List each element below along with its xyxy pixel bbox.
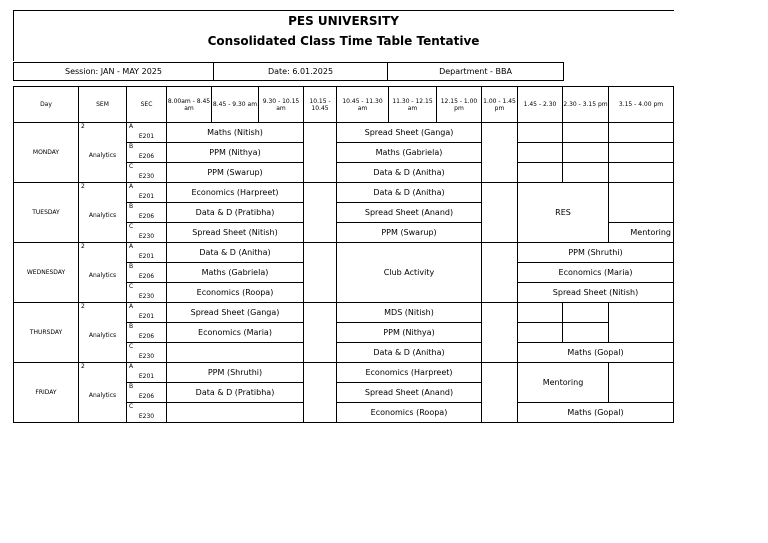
sem-cell (79, 243, 127, 303)
subject-cell: Economics (Harpreet) (337, 363, 482, 383)
subject-cell: MDS (Nitish) (337, 303, 482, 323)
sem-number: 2 (81, 303, 85, 310)
sec-cell (127, 403, 167, 423)
sec-cell (127, 243, 167, 263)
empty-cell (563, 143, 609, 163)
sem-cell (79, 363, 127, 423)
col-header: SEM (79, 87, 127, 123)
subject-cell: Spread Sheet (Ganga) (337, 123, 482, 143)
empty-cell (518, 303, 563, 323)
subject-cell: Data & D (Pratibha) (167, 203, 304, 223)
sec-cell (127, 283, 167, 303)
sec-cell (127, 223, 167, 243)
break-cell (304, 363, 337, 423)
empty-cell (609, 183, 674, 223)
lunch-cell (482, 123, 518, 183)
sec-cell (127, 203, 167, 223)
date-cell: Date: 6.01.2025 (214, 63, 388, 81)
col-header: SEC (127, 87, 167, 123)
empty-cell (609, 163, 674, 183)
subject-cell: Maths (Gabriela) (167, 263, 304, 283)
col-header: 12.15 - 1.00 pm (437, 87, 482, 123)
empty-cell (609, 363, 674, 403)
subject-cell: Spread Sheet (Nitish) (518, 283, 674, 303)
sec-room: E201 (138, 372, 155, 380)
table-row (14, 363, 674, 383)
sec-cell (127, 323, 167, 343)
day-cell: THURSDAY (14, 303, 79, 363)
sec-cell (127, 383, 167, 403)
sec-room: E201 (138, 132, 155, 140)
col-header: 2.30 - 3.15 pm (563, 87, 609, 123)
subject-cell: PPM (Nithya) (337, 323, 482, 343)
sem-label: Analytics (88, 212, 117, 219)
col-header: Day (14, 87, 79, 123)
subject-cell: Maths (Gabriela) (337, 143, 482, 163)
break-cell (304, 123, 337, 183)
subject-cell: Spread Sheet (Anand) (337, 383, 482, 403)
sec-letter: A (129, 363, 134, 370)
subject-cell: Economics (Roopa) (337, 403, 482, 423)
sec-cell (127, 363, 167, 383)
lunch-cell (482, 363, 518, 423)
subject-cell: Spread Sheet (Nitish) (167, 223, 304, 243)
col-header: 8.00am - 8.45 am (167, 87, 212, 123)
sec-letter: B (129, 263, 134, 270)
sec-cell (127, 343, 167, 363)
sec-room: E230 (138, 292, 155, 300)
sem-cell (79, 123, 127, 183)
sem-label: Analytics (88, 152, 117, 159)
sem-number: 2 (81, 363, 85, 370)
sec-room: E206 (138, 212, 155, 220)
break-cell (304, 243, 337, 303)
sec-letter: C (129, 163, 134, 170)
header-row (14, 87, 674, 123)
subject-cell: Spread Sheet (Ganga) (167, 303, 304, 323)
department-cell: Department - BBA (388, 63, 564, 81)
table-row (14, 303, 674, 323)
subject-cell: Economics (Maria) (167, 323, 304, 343)
day-cell: MONDAY (14, 123, 79, 183)
sec-room: E206 (138, 332, 155, 340)
sec-room: E206 (138, 392, 155, 400)
subject-cell: Data & D (Anitha) (337, 343, 482, 363)
sec-room: E206 (138, 272, 155, 280)
col-header: 10.15 - 10.45 (304, 87, 337, 123)
sec-room: E201 (138, 252, 155, 260)
sec-letter: A (129, 183, 134, 190)
table-row (14, 183, 674, 203)
sec-cell (127, 263, 167, 283)
sem-number: 2 (81, 243, 85, 250)
sec-room: E201 (138, 312, 155, 320)
lunch-cell (482, 303, 518, 363)
sec-cell (127, 123, 167, 143)
break-cell (304, 183, 337, 243)
sec-cell (127, 183, 167, 203)
mentoring-cell: Mentoring (518, 363, 609, 403)
col-header: 10.45 - 11.30 am (337, 87, 389, 123)
col-header: 1.00 - 1.45 pm (482, 87, 518, 123)
university-title: PES UNIVERSITY (288, 14, 399, 28)
day-cell: FRIDAY (14, 363, 79, 423)
sec-cell (127, 163, 167, 183)
empty-cell (609, 123, 674, 143)
timetable-title: Consolidated Class Time Table Tentative (207, 34, 480, 48)
table-row (14, 243, 674, 263)
res-cell: RES (518, 183, 609, 243)
break-cell (304, 303, 337, 363)
sec-room: E206 (138, 152, 155, 160)
subject-cell: Spread Sheet (Anand) (337, 203, 482, 223)
sec-cell (127, 303, 167, 323)
col-header: 11.30 - 12.15 am (389, 87, 437, 123)
session-cell: Session: JAN - MAY 2025 (14, 63, 214, 81)
sem-cell (79, 303, 127, 363)
sec-letter: C (129, 403, 134, 410)
sec-room: E230 (138, 412, 155, 420)
subject-cell: Maths (Nitish) (167, 123, 304, 143)
table-row (14, 123, 674, 143)
sec-cell (127, 143, 167, 163)
col-header: 1.45 - 2.30 (518, 87, 563, 123)
sec-letter: C (129, 283, 134, 290)
sem-cell (79, 183, 127, 243)
subject-cell: PPM (Shruthi) (167, 363, 304, 383)
col-header: 8.45 - 9.30 am (212, 87, 259, 123)
sec-letter: B (129, 383, 134, 390)
sem-number: 2 (81, 183, 85, 190)
subject-cell: Economics (Maria) (518, 263, 674, 283)
subject-cell: PPM (Swarup) (337, 223, 482, 243)
sec-letter: A (129, 123, 134, 130)
lunch-cell (482, 243, 518, 303)
empty-cell (518, 163, 563, 183)
empty-cell (609, 143, 674, 163)
empty-cell (563, 163, 609, 183)
subject-cell: Economics (Roopa) (167, 283, 304, 303)
club-activity-cell: Club Activity (337, 243, 482, 303)
day-cell: WEDNESDAY (14, 243, 79, 303)
timetable-grid (13, 86, 674, 423)
lunch-cell (482, 183, 518, 243)
subject-cell: Data & D (Anitha) (337, 183, 482, 203)
sec-room: E230 (138, 172, 155, 180)
sec-room: E201 (138, 192, 155, 200)
sec-letter: B (129, 323, 134, 330)
sec-letter: C (129, 343, 134, 350)
empty-cell (563, 303, 609, 323)
subject-cell: Maths (Gopal) (518, 403, 674, 423)
sem-label: Analytics (88, 272, 117, 279)
sec-letter: C (129, 223, 134, 230)
sec-letter: B (129, 203, 134, 210)
subject-cell (167, 343, 304, 363)
sem-number: 2 (81, 123, 85, 130)
mentoring-cell: Mentoring (609, 223, 674, 243)
empty-cell (563, 323, 609, 343)
sec-letter: B (129, 143, 134, 150)
subject-cell: PPM (Nithya) (167, 143, 304, 163)
sem-label: Analytics (88, 332, 117, 339)
empty-cell (563, 123, 609, 143)
sec-letter: A (129, 303, 134, 310)
empty-cell (609, 303, 674, 343)
subject-cell: Data & D (Anitha) (167, 243, 304, 263)
subject-cell: PPM (Swarup) (167, 163, 304, 183)
day-cell: TUESDAY (14, 183, 79, 243)
sem-label: Analytics (88, 392, 117, 399)
subject-cell: Data & D (Pratibha) (167, 383, 304, 403)
sec-room: E230 (138, 232, 155, 240)
col-header: 9.30 - 10.15 am (259, 87, 304, 123)
info-row (13, 62, 564, 81)
empty-cell (518, 123, 563, 143)
sec-letter: A (129, 243, 134, 250)
subject-cell: Data & D (Anitha) (337, 163, 482, 183)
col-header: 3.15 - 4.00 pm (609, 87, 674, 123)
sec-room: E230 (138, 352, 155, 360)
subject-cell (167, 403, 304, 423)
subject-cell: Maths (Gopal) (518, 343, 674, 363)
subject-cell: Economics (Harpreet) (167, 183, 304, 203)
empty-cell (518, 143, 563, 163)
empty-cell (518, 323, 563, 343)
subject-cell: PPM (Shruthi) (518, 243, 674, 263)
